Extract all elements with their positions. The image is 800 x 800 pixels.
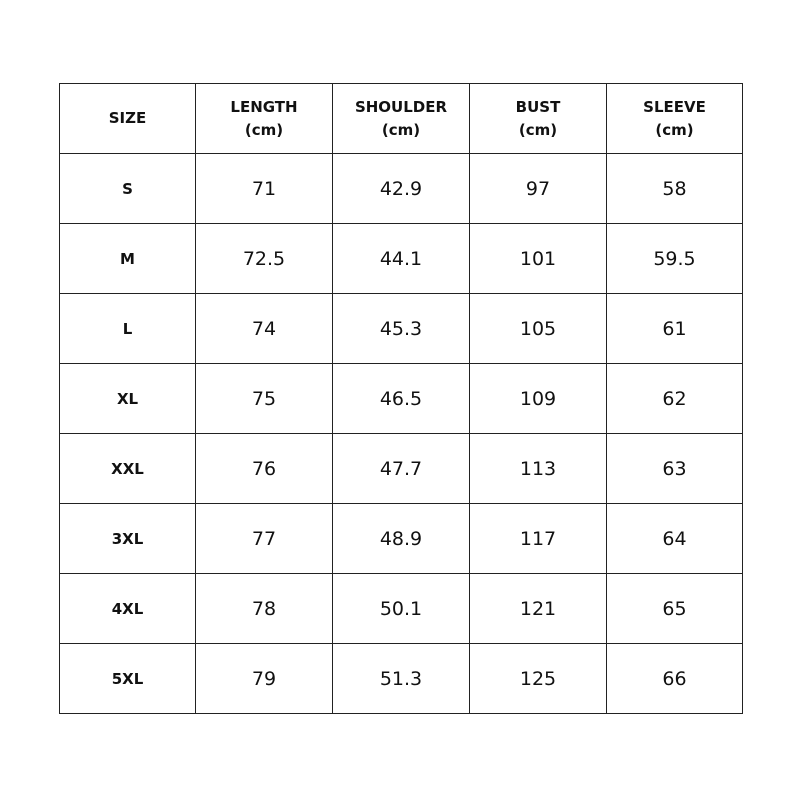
table-row [60, 434, 743, 504]
bust-cell: 101 [470, 224, 607, 294]
table-row [60, 154, 743, 224]
length-cell: 76 [196, 434, 333, 504]
length-cell: 79 [196, 644, 333, 714]
sleeve-cell: 65 [607, 574, 743, 644]
header-row [60, 84, 743, 154]
length-cell: 77 [196, 504, 333, 574]
size-cell: XXL [60, 434, 196, 504]
size-cell: 5XL [60, 644, 196, 714]
size-cell: L [60, 294, 196, 364]
table-row [60, 364, 743, 434]
sleeve-cell: 66 [607, 644, 743, 714]
length-cell: 78 [196, 574, 333, 644]
length-cell: 75 [196, 364, 333, 434]
shoulder-cell: 51.3 [333, 644, 470, 714]
shoulder-cell: 42.9 [333, 154, 470, 224]
shoulder-cell: 44.1 [333, 224, 470, 294]
header-bust: BUST (cm) [470, 84, 607, 154]
table-row [60, 644, 743, 714]
sleeve-cell: 59.5 [607, 224, 743, 294]
sleeve-cell: 62 [607, 364, 743, 434]
header-size: SIZE [60, 84, 196, 154]
bust-cell: 125 [470, 644, 607, 714]
sleeve-cell: 64 [607, 504, 743, 574]
table-row [60, 504, 743, 574]
size-cell: 4XL [60, 574, 196, 644]
size-cell: 3XL [60, 504, 196, 574]
bust-cell: 113 [470, 434, 607, 504]
sleeve-cell: 61 [607, 294, 743, 364]
bust-cell: 105 [470, 294, 607, 364]
shoulder-cell: 47.7 [333, 434, 470, 504]
header-shoulder: SHOULDER (cm) [333, 84, 470, 154]
header-length: LENGTH (cm) [196, 84, 333, 154]
bust-cell: 121 [470, 574, 607, 644]
length-cell: 72.5 [196, 224, 333, 294]
size-chart-table [59, 83, 743, 714]
table-row [60, 574, 743, 644]
bust-cell: 117 [470, 504, 607, 574]
size-cell: S [60, 154, 196, 224]
shoulder-cell: 48.9 [333, 504, 470, 574]
sleeve-cell: 58 [607, 154, 743, 224]
shoulder-cell: 50.1 [333, 574, 470, 644]
bust-cell: 109 [470, 364, 607, 434]
header-sleeve: SLEEVE (cm) [607, 84, 743, 154]
table-row [60, 224, 743, 294]
size-cell: XL [60, 364, 196, 434]
shoulder-cell: 46.5 [333, 364, 470, 434]
table-row [60, 294, 743, 364]
bust-cell: 97 [470, 154, 607, 224]
length-cell: 74 [196, 294, 333, 364]
length-cell: 71 [196, 154, 333, 224]
shoulder-cell: 45.3 [333, 294, 470, 364]
size-cell: M [60, 224, 196, 294]
sleeve-cell: 63 [607, 434, 743, 504]
